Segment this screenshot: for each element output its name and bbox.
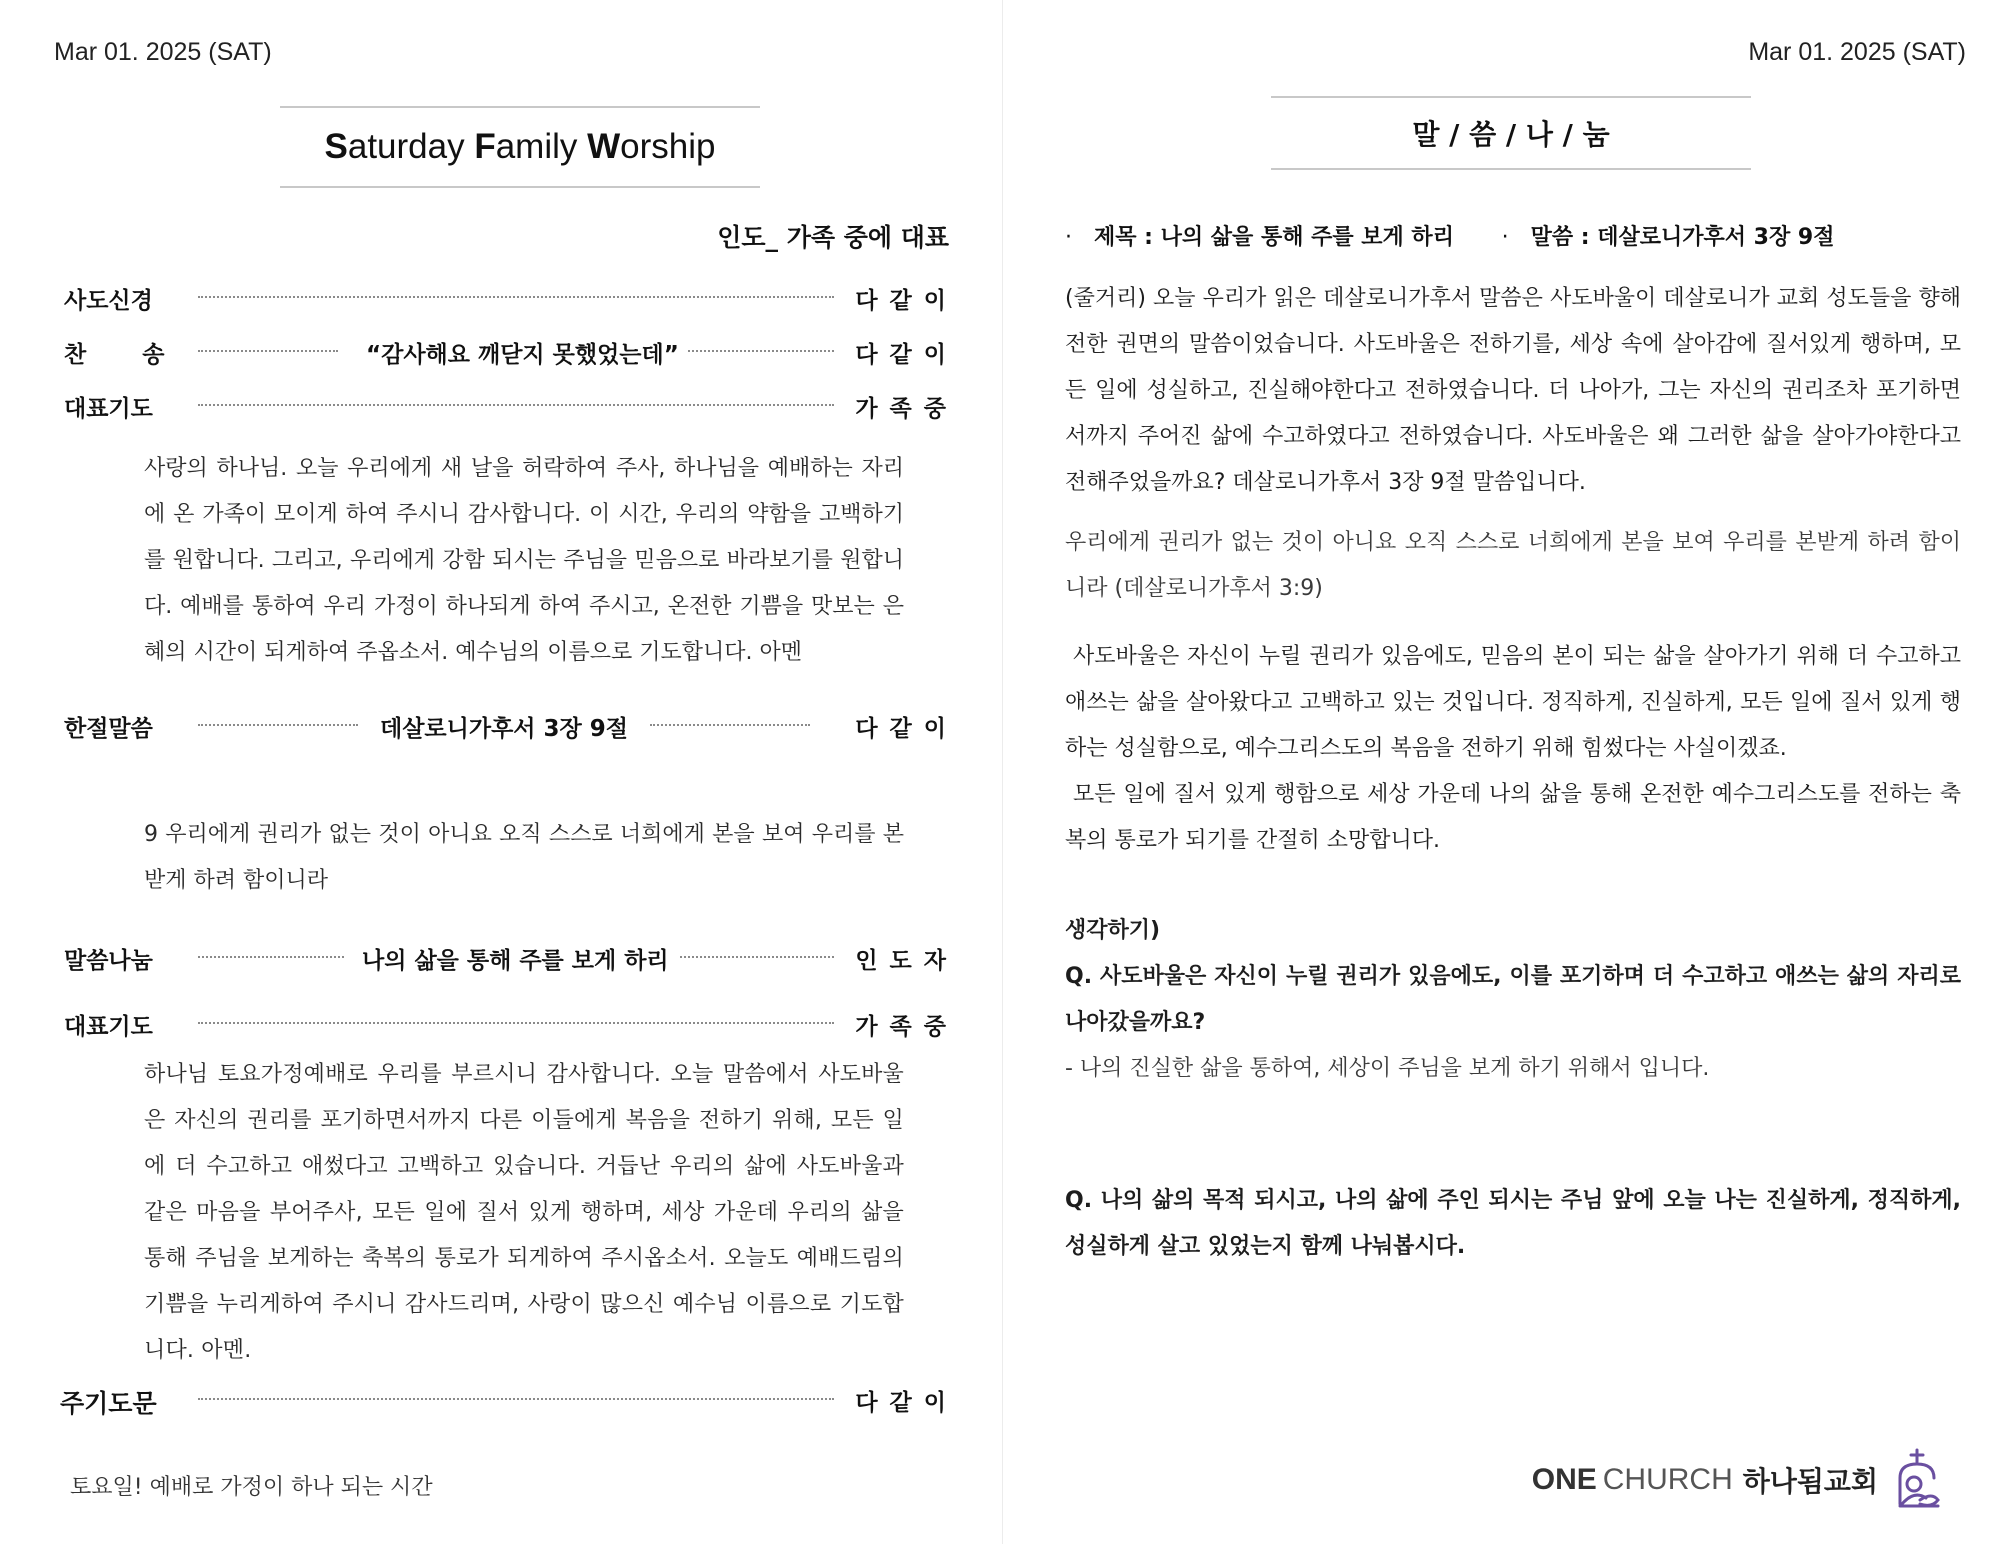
order-label: 사도신경 — [64, 288, 153, 314]
think-label: 생각하기) — [1065, 918, 1161, 943]
sharing-title-box — [1271, 96, 1751, 170]
order-participant: 다 같 이 — [855, 1390, 948, 1416]
order-participant: 인 도 자 — [855, 948, 948, 974]
order-label: 찬 송 — [64, 342, 165, 368]
brand-church: CHURCH — [1602, 1463, 1733, 1496]
order-label: 주기도문 — [60, 1389, 157, 1418]
brand-one: ONE — [1531, 1463, 1597, 1496]
dotted-leader — [198, 350, 338, 352]
order-row-lords-prayer — [60, 1384, 948, 1416]
sharing-title: 말 / 씀 / 나 / 눔 — [1412, 118, 1610, 151]
summary-text: (줄거리) 오늘 우리가 읽은 데살로니가후서 말씀은 사도바울이 데살로니가 교회 성도들을 향해 전한 권면의 말씀이었습니다. 사도바울은 전하기를, 세상 속에 살아감에 질서있게 행하며, 모든 일에 성실하고, 진실해야한다고 전하였습니다. 더 나아가, 그는 자신의 권리조차 포기하면서까지 주어진 삶에 수고하였다고 전하였습니다. 사도바울은 왜 그러한 삶을 살아가야한다고 전해주었을까요? 데살로니가후서 3장 9절 말씀입니다. — [1065, 286, 1961, 495]
order-label: 한절말씀 — [64, 716, 153, 742]
order-participant: 가 족 중 — [855, 1014, 948, 1040]
church-brand — [1532, 1448, 1942, 1512]
sermon-scripture-bullet: · 말씀 : 데살로니가후서 3장 9절 — [1501, 225, 1835, 250]
order-row-sharing — [64, 942, 948, 974]
dotted-leader — [198, 296, 834, 298]
order-label: 말씀나눔 — [64, 948, 153, 974]
order-row-creed — [64, 282, 948, 314]
dotted-leader — [688, 350, 834, 352]
church-logo-icon — [1892, 1448, 1942, 1512]
order-participant: 가 족 중 — [855, 396, 948, 422]
worship-title-box — [280, 106, 760, 188]
hymn-title: “감사해요 깨닫지 못했었는데” — [366, 342, 679, 368]
verse-text: 9 우리에게 권리가 없는 것이 아니요 오직 스스로 너희에게 본을 보여 우리를 본받게 하려 함이니라 — [144, 822, 904, 893]
question-2: Q. 나의 삶의 목적 되시고, 나의 삶에 주인 되시는 주님 앞에 오늘 나는 진실하게, 정직하게, 성실하게 살고 있었는지 함께 나눠봅시다. — [1065, 1188, 1961, 1259]
dotted-leader — [198, 1022, 834, 1024]
order-participant: 다 같 이 — [855, 342, 948, 368]
scripture-quote: 우리에게 권리가 없는 것이 아니요 오직 스스로 너희에게 본을 보여 우리를 본받게 하려 함이니라 (데살로니가후서 3:9) — [1065, 530, 1961, 601]
order-label: 대표기도 — [64, 396, 153, 422]
message-paragraph-1: 사도바울은 자신이 누릴 권리가 있음에도, 믿음의 본이 되는 삶을 살아가기 위해 더 수고하고 애쓰는 삶을 살아왔다고 고백하고 있는 것입니다. 정직하게, 진실하게, 모든 일에 질서 있게 행하는 성실함으로, 예수그리스도의 복음을 전하기 위해 힘썼다는 사실이겠죠. — [1065, 644, 1961, 761]
question-1: Q. 사도바울은 자신이 누릴 권리가 있음에도, 이를 포기하며 더 수고하고 애쓰는 삶의 자리로 나아갔을까요? — [1065, 964, 1961, 1035]
dotted-leader — [198, 956, 344, 958]
left-date: Mar 01. 2025 (SAT) — [54, 38, 272, 66]
right-page — [1003, 0, 2002, 1544]
right-date: Mar 01. 2025 (SAT) — [1748, 38, 1966, 66]
order-row-hymn — [64, 336, 948, 368]
dotted-leader — [198, 724, 358, 726]
dotted-leader — [680, 956, 834, 958]
dotted-leader — [650, 724, 810, 726]
order-participant: 다 같 이 — [855, 288, 948, 314]
sermon-title-bullet: · 제목 : 나의 삶을 통해 주를 보게 하리 — [1065, 225, 1454, 250]
dotted-leader — [198, 404, 834, 406]
order-row-prayer — [64, 390, 948, 422]
verse-reference: 데살로니가후서 3장 9절 — [380, 716, 628, 742]
closing-prayer-text: 하나님 토요가정예배로 우리를 부르시니 감사합니다. 오늘 말씀에서 사도바울은 자신의 권리를 포기하면서까지 다른 이들에게 복음을 전하기 위해, 모든 일에 더 수고하고 애썼다고 고백하고 있습니다. 거듭난 우리의 삶에 사도바울과 같은 마음을 부어주사, 모든 일에 질서 있게 행하며, 세상 가운데 우리의 삶을 통해 주님을 보게하는 축복의 통로가 되게하여 주시옵소서. 오늘도 예배드림의 기쁨을 누리게하여 주시니 감사드리며, 사랑이 많으신 예수님 이름으로 기도합니다. 아멘. — [144, 1062, 904, 1363]
brand-korean-name: 하나됨교회 — [1742, 1465, 1878, 1498]
answer-1: - 나의 진실한 삶을 통하여, 세상이 주님을 보게 하기 위해서 입니다. — [1065, 1056, 1710, 1081]
order-label: 대표기도 — [64, 1014, 153, 1040]
leader-line: 인도_ 가족 중에 대표 — [717, 223, 949, 252]
dotted-leader — [198, 1398, 834, 1400]
sermon-title: 나의 삶을 통해 주를 보게 하리 — [362, 948, 669, 974]
sermon-info — [1065, 220, 1834, 251]
message-paragraph-2: 모든 일에 질서 있게 행함으로 세상 가운데 나의 삶을 통해 온전한 예수그리스도를 전하는 축복의 통로가 되기를 간절히 소망합니다. — [1065, 782, 1961, 853]
worship-title: Saturday Family Worship — [324, 127, 716, 166]
order-row-verse — [64, 710, 948, 742]
order-row-closing-prayer — [64, 1008, 948, 1040]
left-footer-slogan: 토요일! 예배로 가정이 하나 되는 시간 — [70, 1475, 433, 1500]
order-participant: 다 같 이 — [855, 716, 948, 742]
opening-prayer-text: 사랑의 하나님. 오늘 우리에게 새 날을 허락하여 주사, 하나님을 예배하는 자리에 온 가족이 모이게 하여 주시니 감사합니다. 이 시간, 우리의 약함을 고백하기를 원합니다. 그리고, 우리에게 강함 되시는 주님을 믿음으로 바라보기를 원합니다. 예배를 통하여 우리 가정이 하나되게 하여 주시고, 온전한 기쁨을 맛보는 은혜의 시간이 되게하여 주옵소서. 예수님의 이름으로 기도합니다. 아멘 — [144, 456, 904, 665]
